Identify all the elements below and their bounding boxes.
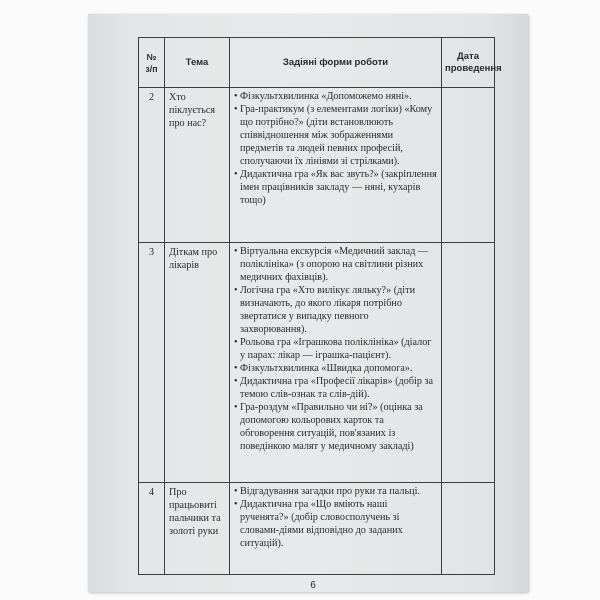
row-date [442, 483, 495, 575]
row-forms [230, 243, 442, 483]
list-item: • Відгадування загадки про руки та пальці. [240, 485, 437, 498]
list-item: • Фізкультхвилинка «Допоможемо няні». [240, 90, 437, 103]
list-item: • Гра-практикум (з елементами логіки) «Кому що потрібно?» (діти встановлюють співвідношення між зображеннями предметів та людей певних професій, сполучаючи їх лініями зі стрілками). [240, 103, 437, 168]
table-row [139, 88, 495, 243]
table-row [139, 243, 495, 483]
row-topic: Діткам про лікарів [165, 243, 230, 483]
header-number: № з/п [139, 38, 165, 88]
list-item: • Дидактична гра «Що вміють наші рученята?» (добір словосполучень зі словами-діями відповідно до заданих ситуацій). [240, 498, 437, 550]
list-item: • Віртуальна екскурсія «Медичний заклад — поліклініка» (з опорою на світлини різних медичних фахівців). [240, 245, 437, 284]
list-item: • Гра-роздум «Правильно чи ні?» (оцінка за допомогою кольорових карток та обговорення ситуацій, пов'язаних із поведінкою малят у медичному закладі) [240, 401, 437, 453]
list-item: • Дидактична гра «Професії лікарів» (добір за темою слів-ознак та слів-дій). [240, 375, 437, 401]
page-number: 6 [310, 580, 316, 591]
header-topic: Тема [165, 38, 230, 88]
row-date [442, 243, 495, 483]
row-forms [230, 483, 442, 575]
header-forms: Задіяні форми роботи [230, 38, 442, 88]
list-item: • Фізкультхвилинка «Швидка допомога». [240, 362, 437, 375]
header-date: Дата проведення [442, 38, 495, 88]
row-number: 2 [139, 88, 165, 243]
table-header-row [139, 38, 495, 88]
list-item: • Дидактична гра «Як вас звуть?» (закріплення імен працівників закладу — няні, кухарів тощо) [240, 168, 437, 207]
row-forms [230, 88, 442, 243]
row-number: 3 [139, 243, 165, 483]
table-row [139, 483, 495, 575]
list-item: • Логічна гра «Хто вилікує ляльку?» (діти визначають, до якого лікаря потрібно звертатися у випадку певного захворювання). [240, 284, 437, 336]
lesson-plan-table [138, 37, 502, 575]
list-item: • Рольова гра «Іграшкова поліклініка» (діалог у парах: лікар — іграшка-пацієнт). [240, 336, 437, 362]
row-topic: Хто піклується про нас? [165, 88, 230, 243]
row-number: 4 [139, 483, 165, 575]
row-topic: Про працьовиті пальчики та золоті руки [165, 483, 230, 575]
row-date [442, 88, 495, 243]
